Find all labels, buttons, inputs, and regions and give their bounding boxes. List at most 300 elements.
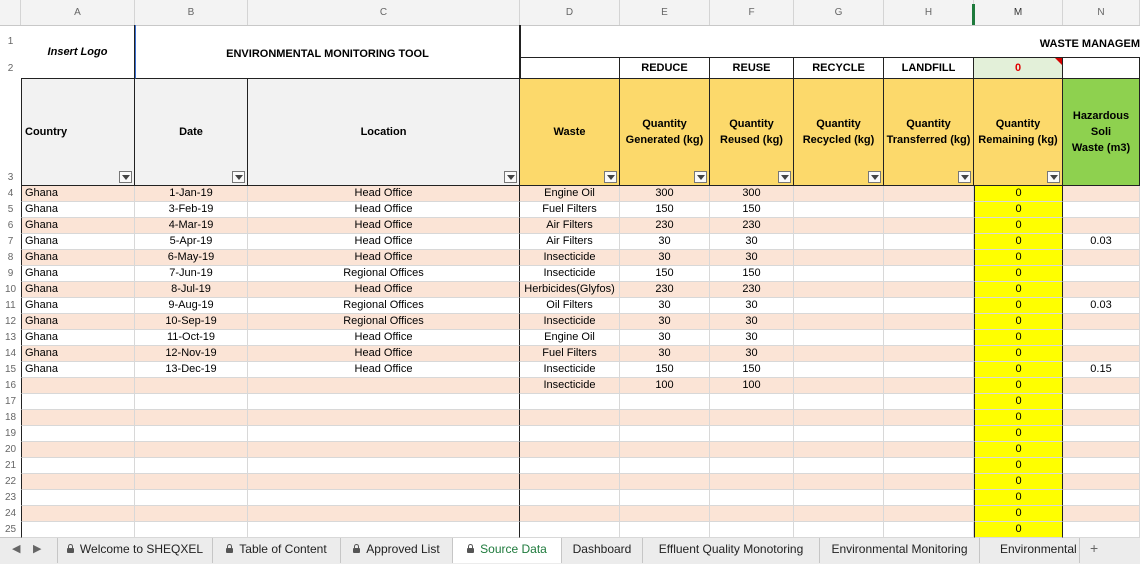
cell-reused[interactable] (710, 522, 794, 538)
filter-dropdown-icon[interactable] (694, 171, 707, 183)
cell-remaining[interactable]: 0 (974, 522, 1063, 538)
row-header-4[interactable]: 4 (7, 188, 14, 199)
cell-reused[interactable]: 30 (710, 250, 794, 266)
cell-waste[interactable]: Insecticide (520, 362, 620, 378)
cell-waste[interactable]: Fuel Filters (520, 346, 620, 362)
filter-dropdown-icon[interactable] (232, 171, 245, 183)
cell-transferred[interactable] (884, 282, 974, 298)
column-header-A[interactable]: A (21, 0, 135, 25)
cell-country[interactable]: Ghana (21, 282, 135, 298)
cell-transferred[interactable] (884, 394, 974, 410)
row-header-13[interactable]: 13 (4, 332, 17, 343)
cell-transferred[interactable] (884, 266, 974, 282)
header-recycled (794, 79, 884, 186)
header-remaining-line: Remaining (kg) (978, 134, 1058, 146)
cell-country[interactable]: Ghana (21, 202, 135, 218)
row-header-24[interactable]: 24 (4, 508, 17, 519)
cell-location[interactable]: Head Office (248, 218, 520, 234)
cell-recycled[interactable] (794, 202, 884, 218)
cell-reused[interactable] (710, 474, 794, 490)
cell-country[interactable]: Ghana (21, 250, 135, 266)
cell-waste[interactable]: Fuel Filters (520, 202, 620, 218)
cell-recycled[interactable] (794, 314, 884, 330)
row-header-1[interactable]: 1 (7, 36, 14, 47)
cell-hazardous[interactable] (1063, 394, 1140, 410)
column-header-bar (0, 0, 1140, 26)
cell-reused[interactable]: 100 (710, 378, 794, 394)
row-header-21[interactable]: 21 (4, 460, 17, 471)
cell-waste[interactable] (520, 394, 620, 410)
cell-location[interactable]: Head Office (248, 362, 520, 378)
cell-hazardous[interactable] (1063, 490, 1140, 506)
cell-remaining[interactable]: 0 (974, 314, 1063, 330)
cell-waste[interactable] (520, 442, 620, 458)
cell-date[interactable]: 10-Sep-19 (135, 314, 248, 330)
cell-location[interactable] (248, 394, 520, 410)
cell-reused[interactable] (710, 506, 794, 522)
sheet-tab-6[interactable] (643, 538, 820, 563)
column-header-H[interactable]: H (884, 0, 974, 25)
cell-transferred[interactable] (884, 506, 974, 522)
cell-country[interactable] (21, 474, 135, 490)
cell-hazardous[interactable] (1063, 522, 1140, 538)
cell-location[interactable]: Head Office (248, 330, 520, 346)
cell-date[interactable]: 4-Mar-19 (135, 218, 248, 234)
cell-hazardous[interactable] (1063, 442, 1140, 458)
row-header-20[interactable]: 20 (4, 444, 17, 455)
cell-waste[interactable]: Engine Oil (520, 330, 620, 346)
sheet-tab-2[interactable] (213, 538, 341, 563)
select-all-corner[interactable] (0, 0, 21, 25)
cell-hazardous[interactable] (1063, 282, 1140, 298)
cell-location[interactable]: Head Office (248, 202, 520, 218)
cell-hazardous[interactable] (1063, 218, 1140, 234)
next-sheet-icon[interactable]: ▶ (33, 543, 42, 555)
cell-country[interactable] (21, 394, 135, 410)
cell-location[interactable]: Head Office (248, 186, 520, 202)
cell-hazardous[interactable] (1063, 202, 1140, 218)
cell-remaining[interactable]: 0 (974, 394, 1063, 410)
cell-generated[interactable]: 30 (620, 330, 710, 346)
cell-transferred[interactable] (884, 474, 974, 490)
cell-date[interactable] (135, 378, 248, 394)
cell-recycled[interactable] (794, 506, 884, 522)
cell-date[interactable]: 3-Feb-19 (135, 202, 248, 218)
insert-logo-cell[interactable]: Insert Logo (21, 25, 135, 79)
cell-transferred[interactable] (884, 458, 974, 474)
column-header-G[interactable]: G (794, 0, 884, 25)
cell-transferred[interactable] (884, 250, 974, 266)
cell-waste[interactable] (520, 410, 620, 426)
cell-waste[interactable]: Engine Oil (520, 186, 620, 202)
cell-country[interactable] (21, 378, 135, 394)
cell-hazardous[interactable] (1063, 330, 1140, 346)
row-header-23[interactable]: 23 (4, 492, 17, 503)
cell-recycled[interactable] (794, 266, 884, 282)
cell-generated[interactable]: 30 (620, 234, 710, 250)
cell-reused[interactable]: 150 (710, 202, 794, 218)
cell-transferred[interactable] (884, 234, 974, 250)
cell-generated[interactable] (620, 474, 710, 490)
cell-waste[interactable] (520, 474, 620, 490)
cell-hazardous[interactable]: 0.03 (1063, 234, 1140, 250)
cell-reused[interactable]: 30 (710, 314, 794, 330)
filter-dropdown-icon[interactable] (119, 171, 132, 183)
cell-location[interactable]: Head Office (248, 346, 520, 362)
cell-waste[interactable] (520, 490, 620, 506)
cell-location[interactable] (248, 506, 520, 522)
row-header-12[interactable]: 12 (4, 316, 17, 327)
cell-recycled[interactable] (794, 218, 884, 234)
sheet-tab-bar (0, 537, 1140, 564)
cell-generated[interactable] (620, 490, 710, 506)
cell-generated[interactable] (620, 522, 710, 538)
cell-waste[interactable]: Air Filters (520, 234, 620, 250)
cell-country[interactable] (21, 458, 135, 474)
cell-generated[interactable]: 230 (620, 218, 710, 234)
filter-dropdown-icon[interactable] (868, 171, 881, 183)
cell-remaining[interactable]: 0 (974, 506, 1063, 522)
row-header-7[interactable]: 7 (7, 236, 14, 247)
row-header-15[interactable]: 15 (4, 364, 17, 375)
lock-icon (353, 548, 360, 553)
cell-reused[interactable]: 30 (710, 330, 794, 346)
cell-waste[interactable] (520, 522, 620, 538)
cell-location[interactable] (248, 490, 520, 506)
cell-date[interactable] (135, 410, 248, 426)
cell-location[interactable]: Regional Offices (248, 314, 520, 330)
cell-generated[interactable]: 30 (620, 298, 710, 314)
sheet-tab-5[interactable] (562, 538, 643, 563)
cell-waste[interactable] (520, 506, 620, 522)
cell-hazardous[interactable]: 0.15 (1063, 362, 1140, 378)
cell-generated[interactable] (620, 426, 710, 442)
cell-generated[interactable] (620, 458, 710, 474)
cell-reused[interactable]: 30 (710, 234, 794, 250)
sheet-tab-label: Environmental Monitoring (831, 542, 968, 556)
cell-location[interactable]: Regional Offices (248, 266, 520, 282)
cell-remaining[interactable]: 0 (974, 490, 1063, 506)
cell-date[interactable] (135, 522, 248, 538)
cell-transferred[interactable] (884, 218, 974, 234)
lock-icon (467, 548, 474, 553)
cell-recycled[interactable] (794, 298, 884, 314)
cell-remaining[interactable]: 0 (974, 218, 1063, 234)
cell-transferred[interactable] (884, 346, 974, 362)
cell-generated[interactable]: 30 (620, 346, 710, 362)
cell-hazardous[interactable] (1063, 250, 1140, 266)
cell-country[interactable] (21, 506, 135, 522)
cell-remaining[interactable]: 0 (974, 378, 1063, 394)
cell-hazardous[interactable] (1063, 186, 1140, 202)
subheader-reduce: REDUCE (620, 58, 710, 79)
cell-recycled[interactable] (794, 282, 884, 298)
cell-reused[interactable] (710, 442, 794, 458)
cell-hazardous[interactable] (1063, 346, 1140, 362)
cell-recycled[interactable] (794, 346, 884, 362)
cell-generated[interactable]: 150 (620, 362, 710, 378)
cell-recycled[interactable] (794, 330, 884, 346)
cell-reused[interactable] (710, 410, 794, 426)
cell-location[interactable] (248, 458, 520, 474)
filter-dropdown-icon[interactable] (778, 171, 791, 183)
cell-location[interactable] (248, 442, 520, 458)
filter-dropdown-icon[interactable] (958, 171, 971, 183)
sheet-tab-7[interactable] (820, 538, 980, 563)
column-header-B[interactable]: B (135, 0, 248, 25)
row-header-2[interactable]: 2 (7, 63, 14, 74)
column-header-N[interactable]: N (1063, 0, 1140, 25)
subheader-blank (520, 58, 620, 79)
cell-location[interactable]: Head Office (248, 250, 520, 266)
cell-recycled[interactable] (794, 474, 884, 490)
cell-hazardous[interactable] (1063, 458, 1140, 474)
filter-dropdown-icon[interactable] (1047, 171, 1060, 183)
cell-date[interactable]: 6-May-19 (135, 250, 248, 266)
cell-transferred[interactable] (884, 426, 974, 442)
cell-date[interactable]: 11-Oct-19 (135, 330, 248, 346)
header-waste: Waste (520, 79, 620, 186)
cell-generated[interactable]: 150 (620, 202, 710, 218)
cell-recycled[interactable] (794, 442, 884, 458)
cell-remaining[interactable]: 0 (974, 298, 1063, 314)
prev-sheet-icon[interactable]: ◀ (12, 543, 21, 555)
cell-recycled[interactable] (794, 490, 884, 506)
sheet-tab-8[interactable] (980, 538, 1080, 563)
cell-recycled[interactable] (794, 250, 884, 266)
row-header-8[interactable]: 8 (7, 252, 14, 263)
cell-hazardous[interactable] (1063, 474, 1140, 490)
subheader-reuse: REUSE (710, 58, 794, 79)
cell-remaining[interactable]: 0 (974, 266, 1063, 282)
cell-generated[interactable] (620, 442, 710, 458)
cell-waste[interactable]: Air Filters (520, 218, 620, 234)
cell-date[interactable] (135, 458, 248, 474)
cell-country[interactable]: Ghana (21, 330, 135, 346)
cell-transferred[interactable] (884, 202, 974, 218)
cell-waste[interactable]: Insecticide (520, 250, 620, 266)
cell-location[interactable]: Head Office (248, 234, 520, 250)
cell-transferred[interactable] (884, 522, 974, 538)
row-header-11[interactable]: 11 (5, 300, 16, 311)
sheet-tab-label: Effluent Quality Monotoring (658, 542, 804, 556)
row-header-25[interactable]: 25 (4, 524, 17, 535)
cell-country[interactable] (21, 410, 135, 426)
cell-recycled[interactable] (794, 410, 884, 426)
cell-waste[interactable]: Insecticide (520, 314, 620, 330)
header-reused (710, 79, 794, 186)
cell-country[interactable] (21, 442, 135, 458)
row-header-17[interactable]: 17 (4, 396, 17, 407)
cell-recycled[interactable] (794, 458, 884, 474)
cell-country[interactable]: Ghana (21, 218, 135, 234)
header-transferred-line: Transferred (kg) (886, 134, 971, 146)
sheet-tab-4[interactable] (453, 538, 562, 563)
cell-country[interactable]: Ghana (21, 314, 135, 330)
cell-date[interactable]: 7-Jun-19 (135, 266, 248, 282)
row-header-22[interactable]: 22 (4, 476, 17, 487)
tool-title-cell: ENVIRONMENTAL MONITORING TOOL (135, 25, 520, 79)
cell-reused[interactable] (710, 490, 794, 506)
cell-waste[interactable] (520, 426, 620, 442)
column-header-F[interactable]: F (710, 0, 794, 25)
cell-reused[interactable]: 150 (710, 266, 794, 282)
column-header-E[interactable]: E (620, 0, 710, 25)
cell-date[interactable] (135, 426, 248, 442)
cell-reused[interactable]: 230 (710, 282, 794, 298)
cell-reused[interactable]: 300 (710, 186, 794, 202)
cell-country[interactable] (21, 490, 135, 506)
cell-waste[interactable]: Insecticide (520, 266, 620, 282)
cell-remaining[interactable]: 0 (974, 442, 1063, 458)
cell-reused[interactable] (710, 458, 794, 474)
cell-generated[interactable]: 230 (620, 282, 710, 298)
cell-date[interactable] (135, 442, 248, 458)
cell-location[interactable] (248, 410, 520, 426)
cell-recycled[interactable] (794, 362, 884, 378)
cell-reused[interactable]: 150 (710, 362, 794, 378)
cell-location[interactable] (248, 474, 520, 490)
cell-country[interactable]: Ghana (21, 298, 135, 314)
cell-remaining[interactable]: 0 (974, 474, 1063, 490)
cell-remaining[interactable]: 0 (974, 330, 1063, 346)
row-header-5[interactable]: 5 (7, 204, 14, 215)
cell-location[interactable] (248, 426, 520, 442)
cell-hazardous[interactable] (1063, 410, 1140, 426)
cell-remaining[interactable]: 0 (974, 250, 1063, 266)
row-header-6[interactable]: 6 (7, 220, 14, 231)
cell-recycled[interactable] (794, 186, 884, 202)
cell-recycled[interactable] (794, 394, 884, 410)
sheet-tab-3[interactable] (341, 538, 453, 563)
cell-transferred[interactable] (884, 330, 974, 346)
cell-date[interactable]: 13-Dec-19 (135, 362, 248, 378)
cell-country[interactable]: Ghana (21, 266, 135, 282)
cell-transferred[interactable] (884, 410, 974, 426)
header-hazardous (1063, 79, 1140, 186)
cell-generated[interactable]: 30 (620, 250, 710, 266)
cell-country[interactable] (21, 522, 135, 538)
cell-location[interactable] (248, 522, 520, 538)
cell-waste[interactable]: Oil Filters (520, 298, 620, 314)
cell-remaining[interactable]: 0 (974, 426, 1063, 442)
cell-date[interactable] (135, 394, 248, 410)
cell-date[interactable]: 12-Nov-19 (135, 346, 248, 362)
cell-remaining[interactable]: 0 (974, 186, 1063, 202)
row-header-9[interactable]: 9 (7, 268, 14, 279)
cell-country[interactable] (21, 426, 135, 442)
row-header-10[interactable]: 10 (4, 284, 17, 295)
cell-remaining[interactable]: 0 (974, 346, 1063, 362)
cell-generated[interactable] (620, 394, 710, 410)
cell-remaining[interactable]: 0 (974, 458, 1063, 474)
cell-hazardous[interactable] (1063, 378, 1140, 394)
cell-generated[interactable]: 300 (620, 186, 710, 202)
header-remaining (974, 79, 1063, 186)
cell-hazardous[interactable] (1063, 506, 1140, 522)
filter-dropdown-icon[interactable] (504, 171, 517, 183)
cell-recycled[interactable] (794, 522, 884, 538)
cell-generated[interactable]: 30 (620, 314, 710, 330)
cell-remaining[interactable]: 0 (974, 202, 1063, 218)
column-header-C[interactable]: C (248, 0, 520, 25)
header-hazardous-line: Hazardous Soli (1072, 110, 1130, 138)
cell-transferred[interactable] (884, 362, 974, 378)
cell-recycled[interactable] (794, 426, 884, 442)
cell-transferred[interactable] (884, 442, 974, 458)
cell-transferred[interactable] (884, 314, 974, 330)
header-generated (620, 79, 710, 186)
cell-date[interactable]: 8-Jul-19 (135, 282, 248, 298)
cell-waste[interactable] (520, 458, 620, 474)
row-header-3[interactable]: 3 (7, 172, 14, 183)
lock-icon (67, 548, 74, 553)
cell-generated[interactable]: 150 (620, 266, 710, 282)
cell-date[interactable] (135, 474, 248, 490)
cell-country[interactable]: Ghana (21, 362, 135, 378)
cell-country[interactable]: Ghana (21, 186, 135, 202)
filter-dropdown-icon[interactable] (604, 171, 617, 183)
cell-generated[interactable]: 100 (620, 378, 710, 394)
cell-remaining[interactable]: 0 (974, 282, 1063, 298)
cell-transferred[interactable] (884, 490, 974, 506)
cell-hazardous[interactable] (1063, 314, 1140, 330)
subheader-blank-2 (1063, 58, 1140, 79)
cell-reused[interactable]: 30 (710, 346, 794, 362)
cell-remaining[interactable]: 0 (974, 410, 1063, 426)
row-header-19[interactable]: 19 (4, 428, 17, 439)
cell-hazardous[interactable] (1063, 426, 1140, 442)
cell-generated[interactable] (620, 506, 710, 522)
cell-date[interactable]: 5-Apr-19 (135, 234, 248, 250)
cell-transferred[interactable] (884, 186, 974, 202)
cell-country[interactable]: Ghana (21, 234, 135, 250)
cell-date[interactable]: 9-Aug-19 (135, 298, 248, 314)
column-header-D[interactable]: D (520, 0, 620, 25)
sheet-tab-1[interactable] (57, 538, 213, 563)
cell-location[interactable] (248, 378, 520, 394)
cell-recycled[interactable] (794, 234, 884, 250)
cell-reused[interactable] (710, 394, 794, 410)
row-header-18[interactable]: 18 (4, 412, 17, 423)
cell-remaining[interactable]: 0 (974, 362, 1063, 378)
column-boundary-marker (972, 4, 975, 25)
cell-location[interactable]: Head Office (248, 282, 520, 298)
sheet-tab-label: Environmental (1000, 542, 1077, 556)
column-header-M[interactable]: M (974, 0, 1063, 25)
cell-date[interactable] (135, 490, 248, 506)
cell-date[interactable]: 1-Jan-19 (135, 186, 248, 202)
cell-reused[interactable] (710, 426, 794, 442)
row-header-16[interactable]: 16 (4, 380, 17, 391)
cell-date[interactable] (135, 506, 248, 522)
add-sheet-icon[interactable]: + (1090, 540, 1099, 556)
cell-generated[interactable] (620, 410, 710, 426)
cell-transferred[interactable] (884, 378, 974, 394)
cell-recycled[interactable] (794, 378, 884, 394)
cell-country[interactable]: Ghana (21, 346, 135, 362)
cell-waste[interactable]: Insecticide (520, 378, 620, 394)
cell-location[interactable]: Regional Offices (248, 298, 520, 314)
row-header-14[interactable]: 14 (4, 348, 17, 359)
cell-hazardous[interactable] (1063, 266, 1140, 282)
cell-reused[interactable]: 30 (710, 298, 794, 314)
cell-waste[interactable]: Herbicides(Glyfos) (520, 282, 620, 298)
cell-reused[interactable]: 230 (710, 218, 794, 234)
cell-hazardous[interactable]: 0.03 (1063, 298, 1140, 314)
cell-transferred[interactable] (884, 298, 974, 314)
cell-remaining[interactable]: 0 (974, 234, 1063, 250)
